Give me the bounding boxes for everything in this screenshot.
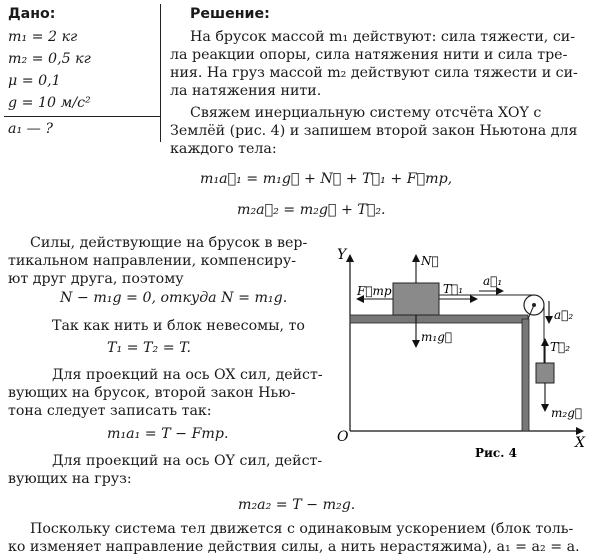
- para7-line2: ко изменяет направление действия силы, а нить нерастяжима), a₁ = a₂ = a.: [8, 539, 580, 555]
- para1-line2: ла реакции опоры, сила натяжения нити и сила тре-: [170, 47, 568, 63]
- given-mass-1: m₁ = 2 кг: [8, 29, 78, 45]
- given-mass-2: m₂ = 0,5 кг: [8, 51, 91, 67]
- acceleration-a2-label: a⃗₂: [554, 308, 574, 322]
- equation-newton-body1: m₁a⃗₁ = m₁g⃗ + N⃗ + T⃗₁ + F⃗тр,: [200, 171, 453, 187]
- table-leg: [522, 319, 529, 431]
- para1-line3: ния. На груз массой m₂ действуют сила тяжести и си-: [170, 65, 578, 81]
- para5-line1: Для проекций на ось OX сил, дейст-: [52, 367, 323, 383]
- para3-line3: ют друг друга, поэтому: [8, 271, 184, 287]
- gravity-m2-label: m₂g⃗: [551, 406, 583, 420]
- tension-t2-label: T⃗₂: [550, 340, 571, 354]
- para5-line2: вующих на брусок, второй закон Нью-: [8, 385, 296, 401]
- figure-caption: Рис. 4: [475, 446, 517, 460]
- origin-label: O: [337, 429, 349, 445]
- para6-line2: вующих на груз:: [8, 471, 132, 487]
- para7-line1: Поскольку система тел движется с одинаковым ускорением (блок толь-: [30, 521, 574, 537]
- tension-t1-label: T⃗₁: [443, 282, 464, 296]
- solution-header: Решение:: [190, 6, 270, 22]
- friction-force-label: F⃗тр: [357, 284, 392, 298]
- para3-line2: тикальном направлении, компенсиру-: [8, 253, 296, 269]
- para2-line2: Землёй (рис. 4) и запишем второй закон Ньютона для: [170, 123, 578, 139]
- given-gravity: g = 10 м/с²: [8, 95, 91, 111]
- equation-oy-projection: m₂a₂ = T − m₂g.: [238, 497, 356, 513]
- find-quantity: a₁ — ?: [8, 121, 53, 137]
- para2-line3: каждого тела:: [170, 141, 277, 157]
- block-m2: [536, 363, 554, 383]
- para5-line3: тона следует записать так:: [8, 403, 212, 419]
- given-vertical-divider: [160, 4, 161, 142]
- normal-force-label: N⃗: [421, 254, 439, 268]
- para4: Так как нить и блок невесомы, то: [52, 318, 305, 334]
- given-divider: [4, 116, 160, 117]
- y-axis-label: Y: [337, 247, 347, 263]
- para1-line1: На брусок массой m₁ действуют: сила тяжести, си-: [190, 29, 576, 45]
- x-axis-label: X: [575, 435, 585, 451]
- equation-tensions: T₁ = T₂ = T.: [107, 340, 192, 356]
- para2-line1: Свяжем инерциальную систему отсчёта XOY с: [190, 105, 542, 121]
- figure-block-pulley-diagram: [325, 245, 595, 470]
- equation-newton-body2: m₂a⃗₂ = m₂g⃗ + T⃗₂.: [237, 202, 386, 218]
- para6-line1: Для проекций на ось OY сил, дейст-: [52, 453, 323, 469]
- gravity-m1-label: m₁g⃗: [421, 330, 453, 344]
- given-friction-coefficient: μ = 0,1: [8, 73, 61, 89]
- para1-line4: ла натяжения нити.: [170, 83, 322, 99]
- equation-vertical-balance: N − m₁g = 0, откуда N = m₁g.: [60, 290, 288, 306]
- block-m1: [393, 283, 439, 315]
- acceleration-a1-label: a⃗₁: [483, 274, 503, 288]
- table-top: [350, 315, 528, 323]
- para3-line1: Силы, действующие на брусок в вер-: [30, 235, 308, 251]
- equation-ox-projection: m₁a₁ = T − Fтр.: [107, 426, 229, 442]
- given-header: Дано:: [8, 6, 56, 22]
